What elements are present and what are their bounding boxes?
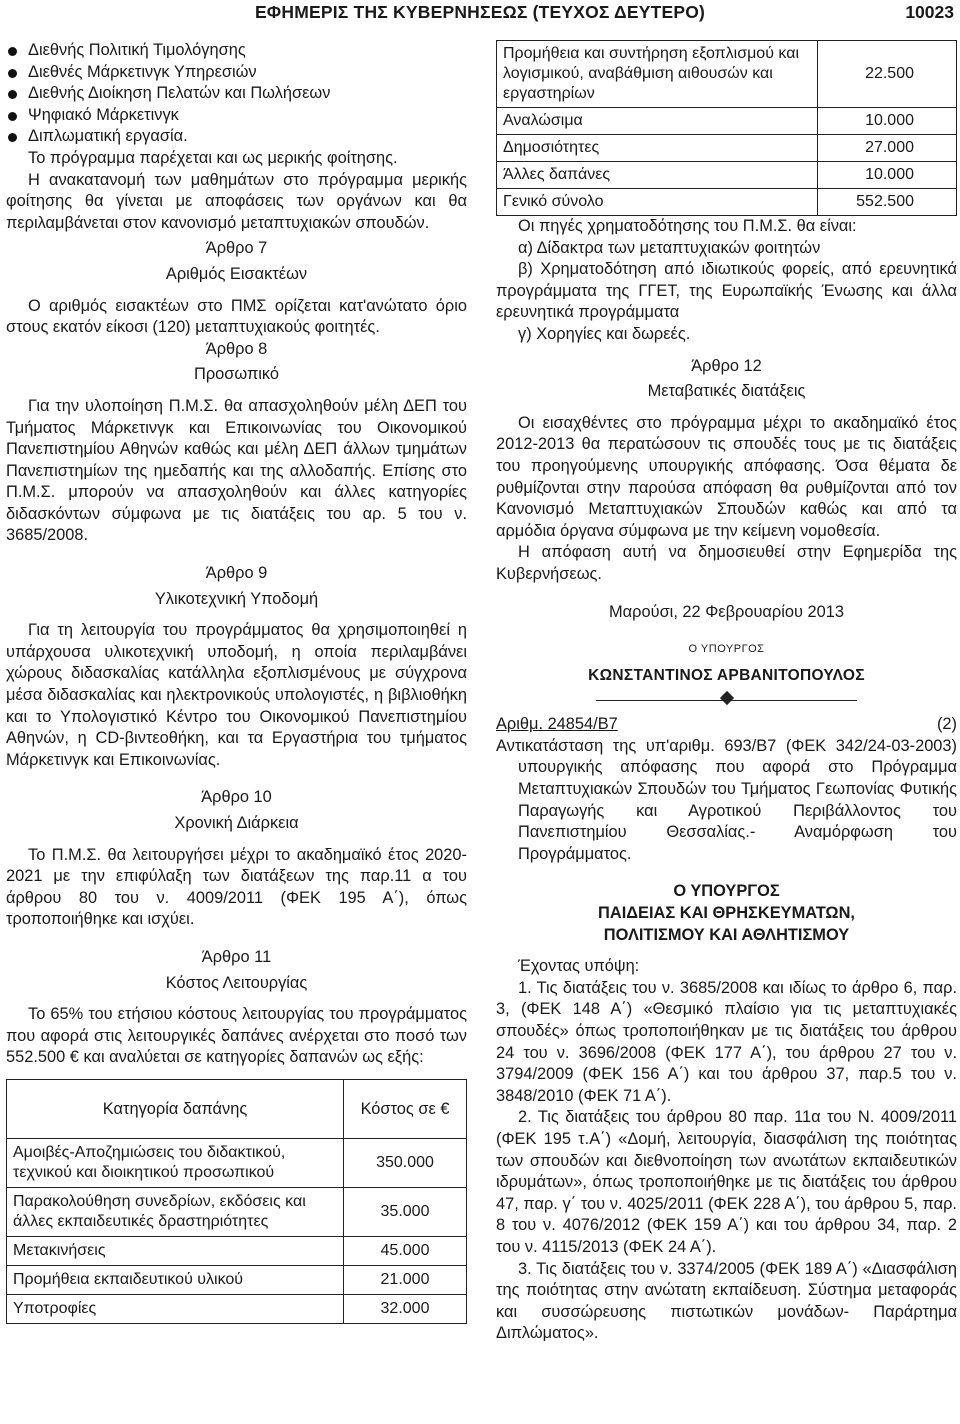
diamond-icon: [719, 691, 733, 705]
table-header-row: [7, 1079, 467, 1138]
decision-header: [496, 714, 957, 736]
decision-reference: Αριθμ. 24854/Β7: [496, 715, 618, 734]
list-item: Διεθνής Πολιτική Τιμολόγησης: [6, 40, 467, 62]
issuer-line: ΠΟΛΙΤΙΣΜΟΥ ΚΑΙ ΑΘΛΗΤΙΣΜΟΥ: [603, 925, 850, 944]
list-item: Διεθνής Διοίκηση Πελατών και Πωλήσεων: [6, 83, 467, 105]
paragraph: Έχοντας υπόψη:: [518, 957, 640, 976]
issuer-line: ΠΑΙΔΕΙΑΣ ΚΑΙ ΘΡΗΣΚΕΥΜΑΤΩΝ,: [598, 904, 855, 923]
paragraph: Η ανακατανομή των μαθημάτων στο πρόγραμμα μερικής φοίτησης θα γίνεται με αποφάσεις των οργάνων και θα περιλαμβάνεται στον κανονισμό μεταπτυχιακών σπουδών.: [6, 170, 467, 232]
article-subtitle: Χρονική Διάρκεια: [174, 814, 299, 832]
table-cell-label: Μετακινήσεις: [7, 1236, 344, 1265]
article-subtitle: Προσωπικό: [193, 365, 280, 384]
gazette-title: ΕΦΗΜΕΡΙΣ ΤΗΣ ΚΥΒΕΡΝΗΣΕΩΣ (ΤΕΥΧΟΣ ΔΕΥΤΕΡΟ): [254, 2, 706, 22]
table-row: [7, 1265, 467, 1294]
paragraph: 3. Τις διατάξεις του ν. 3374/2005 (ΦΕΚ 189 Α΄) «Διασφάλιση της ποιότητας στην ανώτατη εκπαίδευση. Σύστημα μεταφοράς και συσσώρευσης πιστωτικών μονάδων- Παράρτημα Διπλώματος».: [496, 1259, 957, 1343]
table-cell-value: 32.000: [344, 1294, 467, 1323]
paragraph: γ) Χορηγίες και δωρεές.: [518, 324, 691, 343]
table-row: [7, 1187, 467, 1236]
paragraph: Το 65% του ετήσιου κόστους λειτουργίας του προγράμματος που αφορά στις λειτουργικές δαπάνες ανέρχεται στο ποσό των 552.500 € και αναλύεται σε κατηγορίες δαπανών ως εξής:: [6, 1005, 467, 1067]
article-title: Άρθρο 12: [691, 356, 762, 375]
paragraph: Ο αριθμός εισακτέων στο ΠΜΣ ορίζεται κατ'ανώτατο όριο στους εκατόν είκοσι (120) μεταπτυχιακούς φοιτητές.: [6, 296, 467, 337]
article-subtitle: Μεταβατικές διατάξεις: [647, 382, 806, 401]
table-cell-value: 35.000: [344, 1187, 467, 1236]
article-8-heading: [6, 339, 467, 386]
article-title: Άρθρο 8: [205, 339, 268, 358]
article-title: Άρθρο 10: [201, 788, 272, 807]
table-cell-value: 22.500: [818, 41, 957, 108]
table-row: [497, 108, 957, 135]
table-cell-label: Αναλώσιμα: [497, 108, 818, 135]
table-cell-label: Άλλες δαπάνες: [497, 162, 818, 189]
course-list: [6, 40, 467, 148]
table-cell-label: Δημοσιότητες: [497, 135, 818, 162]
column-header-cost: Κόστος σε €: [344, 1079, 467, 1138]
paragraph: α) Δίδακτρα των μεταπτυχιακών φοιτητών: [518, 238, 821, 257]
table-cell-value: 10.000: [818, 162, 957, 189]
signature-role: Ο ΥΠΟΥΡΓΟΣ: [688, 643, 765, 656]
article-10-heading: [6, 787, 467, 834]
paragraph: Για την υλοποίηση Π.Μ.Σ. θα απασχοληθούν μέλη ΔΕΠ του Τμήματος Μάρκετινγκ και Επικοινωνίας του Οικονομικού Πανεπιστημίου Αθηνών καθώς και μέλη ΔΕΠ άλλων τμημάτων Πανεπιστημίων της ημεδαπής και της αλλοδαπής. Επίσης στο Π.Μ.Σ. μπορούν να απασχοληθούν και άλλες κατηγορίες διδασκόντων σύμφωνα με τις διατάξεις του αρ. 5 του ν. 3685/2008.: [6, 396, 467, 545]
paragraph: β) Χρηματοδότηση από ιδιωτικούς φορείς, από ερευνητικά προγράμματα της ΓΓΕΤ, της Ευρωπαϊκής Ένωσης και άλλα ερευνητικά προγράμματα: [496, 260, 957, 322]
table-row: [7, 1294, 467, 1323]
table-row: [497, 135, 957, 162]
article-9-heading: [6, 563, 467, 610]
cost-table-continued: [496, 40, 957, 216]
table-row: [497, 41, 957, 108]
article-subtitle: Αριθμός Εισακτέων: [165, 264, 308, 283]
list-item: Διπλωματική εργασία.: [6, 126, 467, 148]
cost-table: [6, 1079, 467, 1324]
table-cell-label: Γενικό σύνολο: [497, 189, 818, 216]
table-row: [497, 189, 957, 216]
article-11-heading: [6, 947, 467, 994]
table-cell-value: 21.000: [344, 1265, 467, 1294]
article-title: Άρθρο 9: [205, 564, 268, 583]
table-row: [7, 1138, 467, 1187]
table-cell-label: Αμοιβές-Αποζημιώσεις του διδακτικού, τεχνικού και διοικητικού προσωπικού: [7, 1138, 344, 1187]
paragraph: Οι πηγές χρηματοδότησης του Π.Μ.Σ. θα είναι:: [518, 217, 857, 235]
article-title: Άρθρο 7: [205, 239, 268, 258]
page-header: [0, 0, 960, 30]
paragraph: Η απόφαση αυτή να δημοσιευθεί στην Εφημερίδα της Κυβερνήσεως.: [496, 543, 957, 583]
section-divider: [496, 692, 957, 708]
list-item: Ψηφιακό Μάρκετινγκ: [6, 105, 467, 127]
table-cell-label: Προμήθεια εκπαιδευτικού υλικού: [7, 1265, 344, 1294]
paragraph: Το Π.Μ.Σ. θα λειτουργήσει μέχρι το ακαδημαϊκό έτος 2020-2021 με την επιφύλαξη των διατάξεων της παρ.11 α του άρθρου 80 του ν. 4009/2011 (ΦΕΚ 195 Α΄), όπως τροποποιήθηκε και ισχύει.: [6, 845, 467, 929]
decision-title: Αντικατάσταση της υπ'αριθμ. 693/Β7 (ΦΕΚ 342/24-03-2003) υπουργικής απόφασης που αφορά στο Πρόγραμμα Μεταπτυχιακών Σπουδών του Τμήματος Γεωπονίας Φυτικής Παραγωγής και Αγροτικού Περιβάλλοντος του Πανεπιστημίου Θεσσαλίας.- Αναμόρφωση του Προγράμματος.: [496, 736, 957, 863]
page-number: 10023: [905, 2, 954, 22]
article-subtitle: Κόστος Λειτουργίας: [165, 973, 308, 992]
signature-name: ΚΩΝΣΤΑΝΤΙΝΟΣ ΑΡΒΑΝΙΤΟΠΟΥΛΟΣ: [588, 666, 865, 684]
article-title: Άρθρο 11: [201, 947, 272, 966]
table-cell-value: 45.000: [344, 1236, 467, 1265]
list-item: Διεθνές Μάρκετινγκ Υπηρεσιών: [6, 62, 467, 84]
paragraph: Οι εισαχθέντες στο πρόγραμμα μέχρι το ακαδημαϊκό έτος 2012-2013 θα περατώσουν τις σπουδές τους με τις διατάξεις του προηγούμενης υπουργικής απόφασης. Όσα θέματα δε ρυθμίζονται στην παρούσα απόφαση θα ρυθμίζονται από τον Κανονισμό Μεταπτυχιακών Σπουδών καθώς και από τα αρμόδια όργανα σύμφωνα με την κείμενη νομοθεσία.: [496, 413, 957, 540]
table-cell-label: Παρακολούθηση συνεδρίων, εκδόσεις και άλλες εκπαιδευτικές δραστηριότητες: [7, 1187, 344, 1236]
paragraph: Το πρόγραμμα παρέχεται και ως μερικής φοίτησης.: [28, 148, 398, 167]
table-row: [497, 162, 957, 189]
right-column: [496, 40, 957, 1345]
column-header-category: Κατηγορία δαπάνης: [7, 1079, 344, 1138]
article-7-heading: [6, 238, 467, 285]
decision-number: (2): [936, 715, 957, 734]
paragraph: 1. Τις διατάξεις του ν. 3685/2008 και ιδίως το άρθρο 6, παρ. 3, (ΦΕΚ 148 Α΄) «Θεσμικό πλαίσιο για τις μεταπτυχιακές σπουδές» όπως τροποποιήθηκαν με τις διατάξεις του άρθρου 24 του ν. 3696/2008 (ΦΕΚ 177 Α΄), του άρθρου 27 του ν. 3794/2009 (ΦΕΚ 156 Α΄) και του άρθρου 37, παρ.5 του ν. 3848/2010 (ΦΕΚ 71 Α΄).: [496, 978, 957, 1105]
table-row: [7, 1236, 467, 1265]
left-column: [6, 40, 467, 1324]
paragraph: 2. Τις διατάξεις του άρθρου 80 παρ. 11α του Ν. 4009/2011 (ΦΕΚ 195 τ.Α΄) «Δομή, λειτουργία, διασφάλιση της ποιότητας των σπουδών και διεθνοποίηση των ανωτάτων εκπαιδευτικών ιδρυμάτων», όπως τροποποιήθηκε με τις διατάξεις του άρθρου 47, παρ. γ΄ του ν. 4025/2011 (ΦΕΚ 228 Α΄), του άρθρου 5, παρ. 8 του ν. 4076/2012 (ΦΕΚ 159 Α΄) και του άρθρου 34, παρ. 2 του ν. 4115/2013 (ΦΕΚ 24 Α΄).: [496, 1108, 957, 1256]
table-cell-value: 10.000: [818, 108, 957, 135]
issuer-line: Ο ΥΠΟΥΡΓΟΣ: [673, 882, 780, 901]
table-cell-value: 552.500: [818, 189, 957, 216]
table-cell-label: Προμήθεια και συντήρηση εξοπλισμού και λογισμικού, αναβάθμιση αιθουσών και εργαστηρίων: [497, 41, 818, 108]
table-cell-label: Υποτροφίες: [7, 1294, 344, 1323]
article-12-heading: [496, 356, 957, 403]
place-date: Μαρούσι, 22 Φεβρουαρίου 2013: [609, 602, 844, 621]
table-cell-value: 27.000: [818, 135, 957, 162]
table-cell-value: 350.000: [344, 1138, 467, 1187]
article-subtitle: Υλικοτεχνική Υποδομή: [154, 589, 319, 608]
paragraph: Για τη λειτουργία του προγράμματος θα χρησιμοποιηθεί η υπάρχουσα υλικοτεχνική υποδομή, η οποία περιλαμβάνει χώρους διδασκαλίας κατάλληλα εξοπλισμένους με σύγχρονα μέσα διδασκαλίας και ηλεκτρονικούς υπολογιστές, η βιβλιοθήκη και το Υπολογιστικό Κέντρο του Οικονομικού Πανεπιστημίου Αθηνών, η CD-βιντεοθήκη, και τα Εργαστήρια του τμήματος Μάρκετινγκ και Επικοινωνίας.: [6, 621, 467, 769]
